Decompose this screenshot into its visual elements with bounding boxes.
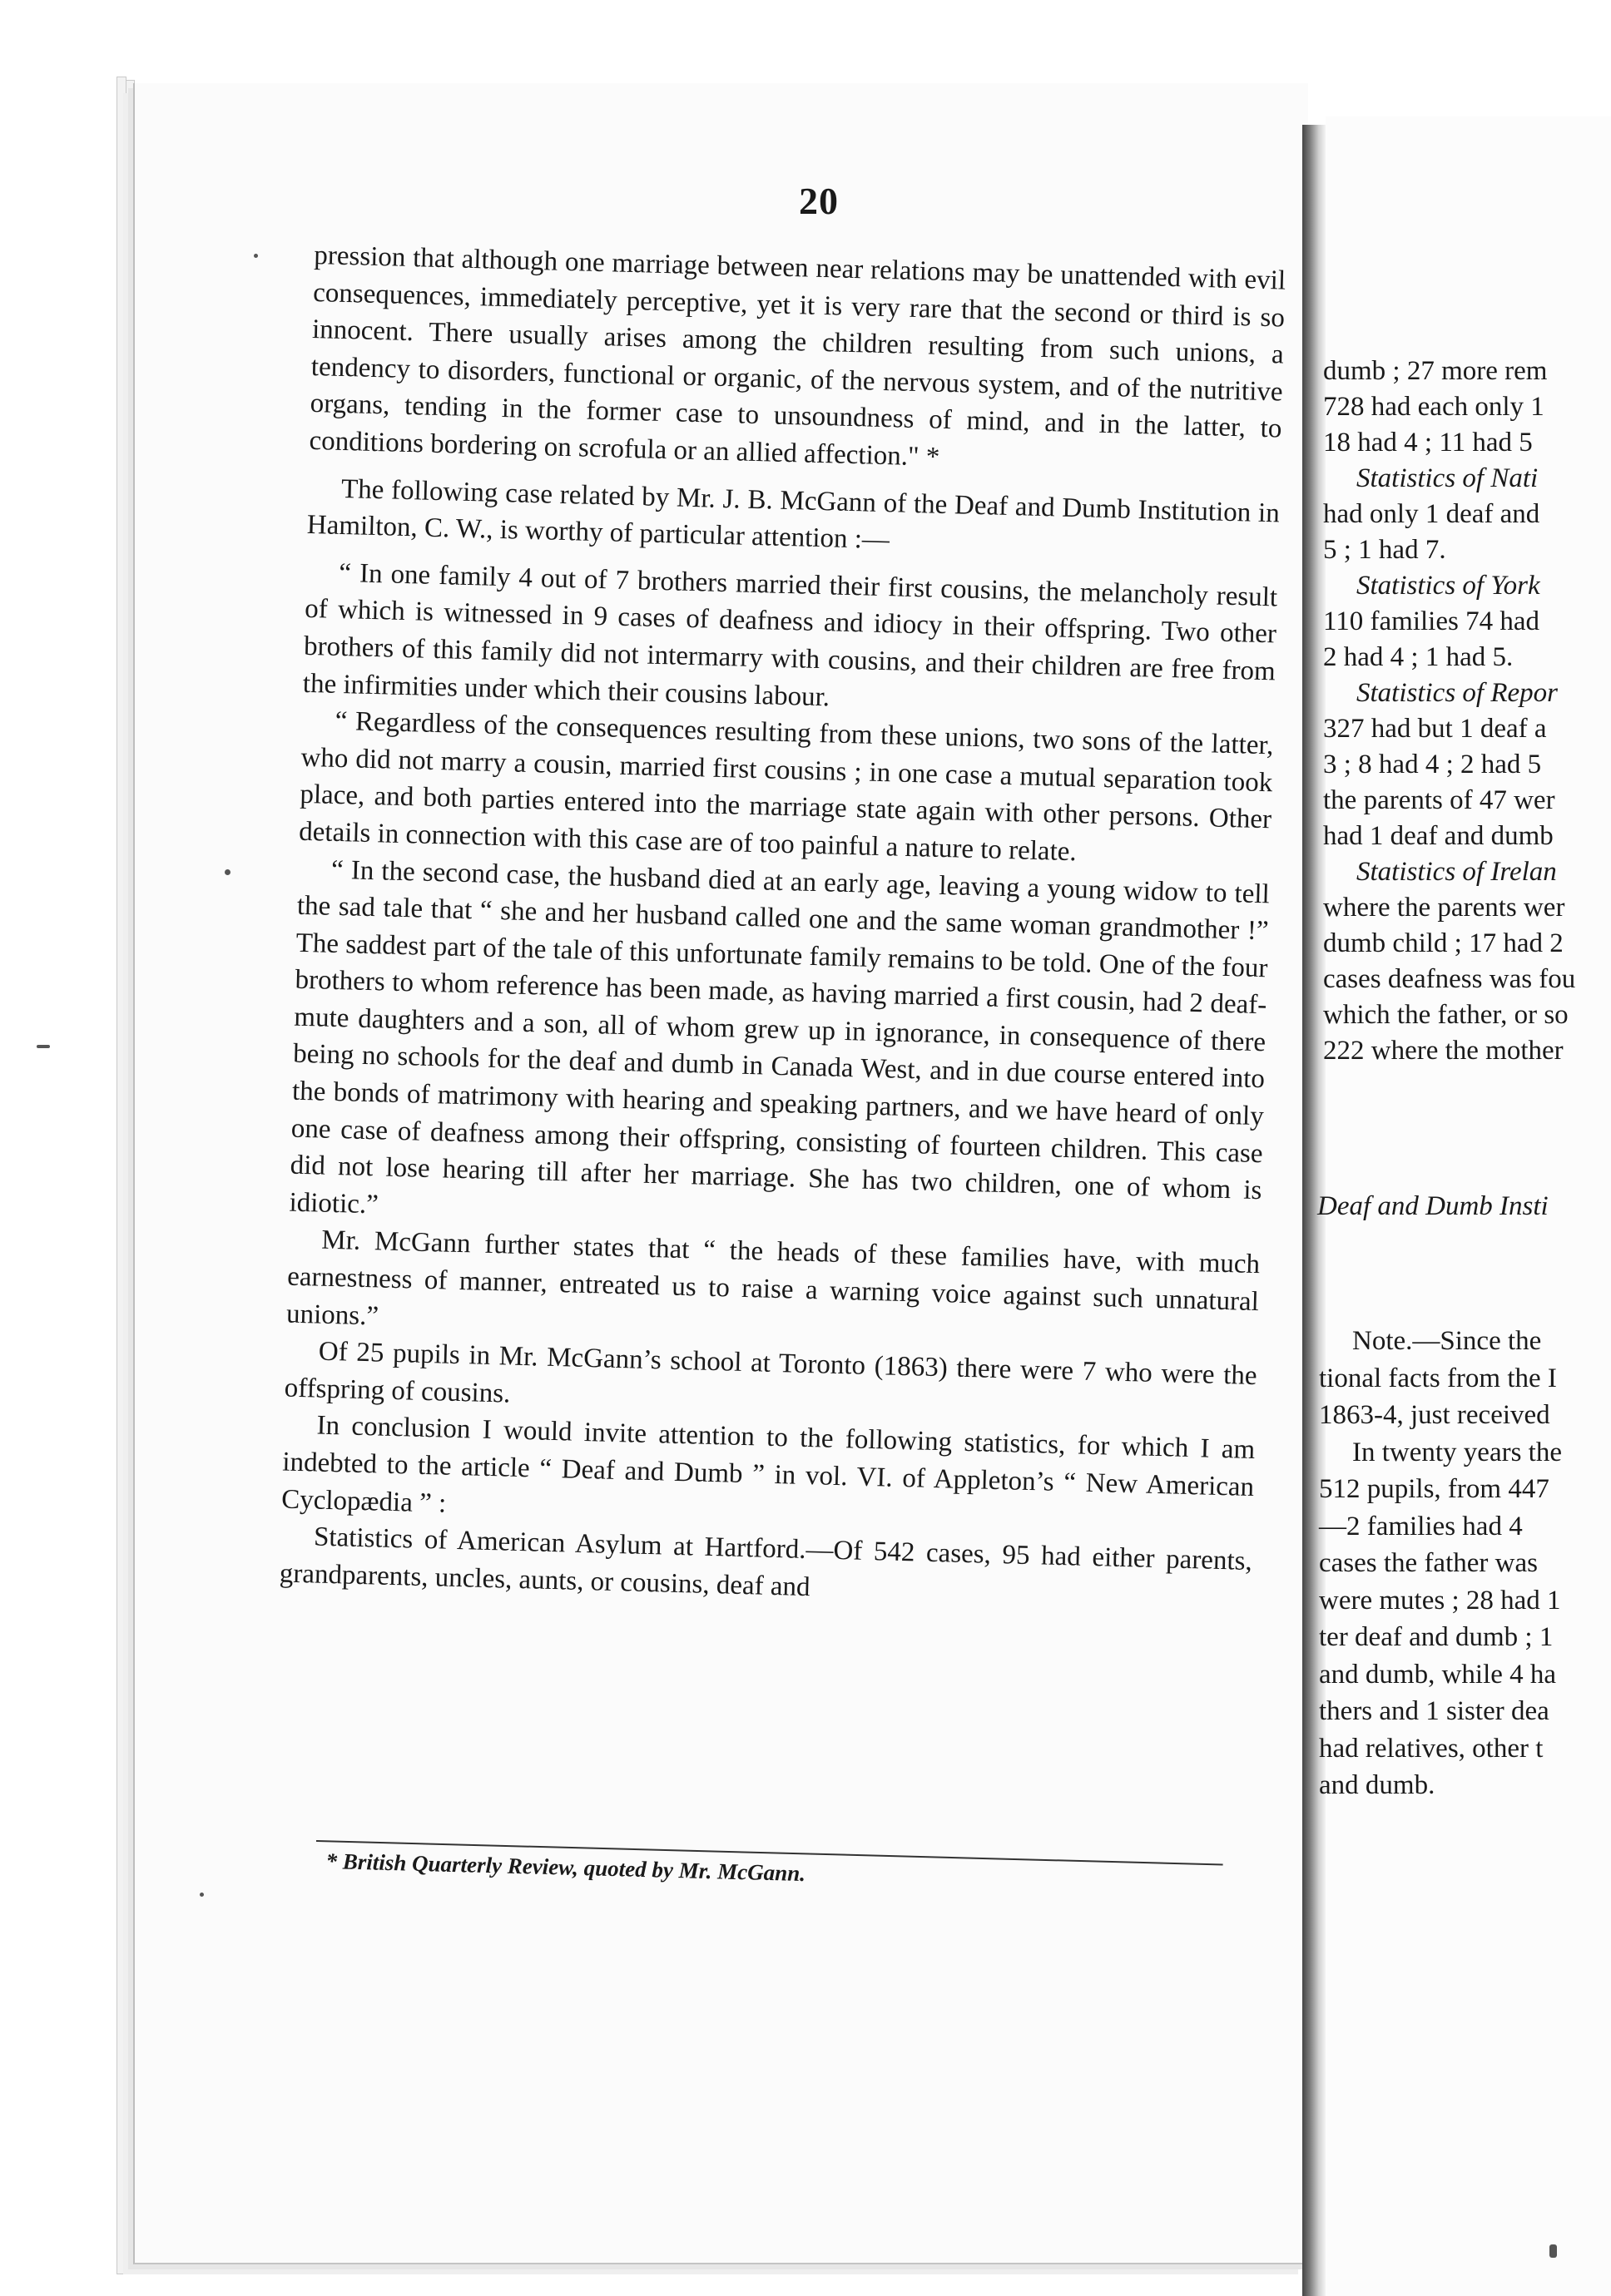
text-line: dumb ; 27 more rem <box>1323 356 1548 386</box>
paragraph: “ In one family 4 out of 7 brothers married their first cousins, the melancholy result of which is witnessed in 9 cases of deafness and idiocy in their offspring. Two other brothers of this family did not intermarry with cousins, and their children are free from the infirmities under which their cousins labour. <box>302 557 1278 712</box>
text-line: 3 ; 8 had 4 ; 2 had 5 <box>1323 750 1542 779</box>
text-line: In twenty years the <box>1352 1437 1562 1467</box>
text-line: 512 pupils, from 447 <box>1319 1474 1549 1504</box>
paragraph: Statistics of American Asylum at Hartford.—Of 542 cases, 95 had either parents, grandparents, uncles, aunts, or cousins, deaf and <box>279 1522 1253 1602</box>
paragraph: In conclusion I would invite attention to the following statistics, for which I am indebted to the article “ Deaf and Dumb ” in vol. VI. of Appleton’s “ New American Cyclopædia ” : <box>280 1410 1256 1519</box>
text-line: which the father, or so <box>1323 1000 1569 1030</box>
page-number: 20 <box>799 180 839 222</box>
text-line: 327 had but 1 deaf a <box>1323 714 1547 744</box>
text-line: 728 had each only 1 <box>1323 392 1544 422</box>
text-line: tional facts from the I <box>1319 1363 1557 1393</box>
scan-speck <box>225 869 230 875</box>
text-line: 18 had 4 ; 11 had 5 <box>1323 428 1533 458</box>
scan-speck <box>1549 2244 1557 2258</box>
paragraph: Mr. McGann further states that “ the heads of these families have, with much earnestness of manner, entreated us to raise a warning voice against such unnatural unions.” <box>285 1225 1261 1332</box>
text-line: 110 families 74 had <box>1323 606 1539 636</box>
scan-speck <box>37 1045 50 1048</box>
paragraph: pression that although one marriage between near relations may be unattended with evil consequences, immediately perceptive, yet it is very rare that the second or third is so innocent. There usually arises among the children resulting from such unions, a tendency to disorders, functional or organic, of the nervous system, and of the nutritive organs, tending in the former case to unsoundness of mind, and in the latter, to conditions bordering on scrofula or an allied affection." * <box>309 240 1286 473</box>
text-line: cases the father was <box>1319 1548 1538 1578</box>
text-line: 1863-4, just received <box>1319 1400 1550 1430</box>
paragraph: “ In the second case, the husband died at an early age, leaving a young widow to tell the sad tale that “ she and her husband called one and the same woman grandmother !” The saddest part of the tale of this unfortunate family remains to be told. One of the four brothers to whom reference has been made, as having married a first cousin, had 2 deaf-mute daughters and a son, all of whom grew up in ignorance, in consequence of there being no schools for the deaf and dumb in Canada West, and in due course entered into the bonds of matrimony with hearing and speaking partners, and we have heard of only one case of deafness among their offspring, consisting of fourteen children. This case did not lose hearing till after her marriage. She has two children, one of whom is idiotic.” <box>289 854 1271 1220</box>
text-line: —2 families had 4 <box>1319 1511 1523 1541</box>
text-line: had 1 deaf and dumb <box>1323 821 1554 851</box>
footnote: * British Quarterly Review, quoted by Mr. McGann. <box>325 1848 806 1887</box>
text-line: Statistics of Nati <box>1356 463 1539 493</box>
text-line: Statistics of Repor <box>1356 678 1558 708</box>
text-line: had relatives, other t <box>1319 1733 1544 1764</box>
paragraph: “ Regardless of the consequences resulting from these unions, two sons of the latter, who did not marry a cousin, married first cousins ; in one case a mutual separation took place, and both parties entered into the marriage state again with other persons. Other details in connection with this case are of too painful a nature to relate. <box>298 705 1274 868</box>
body-text <box>279 237 1286 1617</box>
paragraph: The following case related by Mr. J. B. McGann of the Deaf and Dumb Institution in Hamilton, C. W., is worthy of particular attention :— <box>306 473 1281 556</box>
right-page-note <box>1319 1323 1611 1804</box>
page-stack-edge <box>116 77 126 2274</box>
scan-speck <box>254 254 258 258</box>
text-line: had only 1 deaf and <box>1323 499 1540 529</box>
scan-speck <box>200 1893 204 1897</box>
section-heading: Deaf and Dumb Insti <box>1317 1191 1549 1221</box>
text-line: 222 where the mother <box>1323 1036 1564 1066</box>
text-line: and dumb, while 4 ha <box>1319 1659 1557 1690</box>
text-line: Note.—Since the <box>1352 1326 1542 1356</box>
paragraph: Of 25 pupils in Mr. McGann’s school at Toronto (1863) there were 7 who were the offspring of cousins. <box>284 1336 1258 1409</box>
text-line: Statistics of York <box>1356 571 1540 601</box>
text-line: thers and 1 sister dea <box>1319 1696 1549 1726</box>
text-line: cases deafness was fou <box>1323 964 1576 994</box>
text-line: Statistics of Irelan <box>1356 857 1557 887</box>
text-line: the parents of 47 wer <box>1323 785 1555 815</box>
text-line: were mutes ; 28 had 1 <box>1319 1585 1561 1616</box>
text-line: dumb child ; 17 had 2 <box>1323 928 1564 958</box>
text-line: 5 ; 1 had 7. <box>1323 535 1446 565</box>
right-page-text <box>1323 354 1611 1069</box>
text-line: and dumb. <box>1319 1770 1435 1800</box>
text-line: ter deaf and dumb ; 1 <box>1319 1622 1554 1652</box>
text-line: 2 had 4 ; 1 had 5. <box>1323 642 1514 672</box>
text-line: where the parents wer <box>1323 893 1565 923</box>
